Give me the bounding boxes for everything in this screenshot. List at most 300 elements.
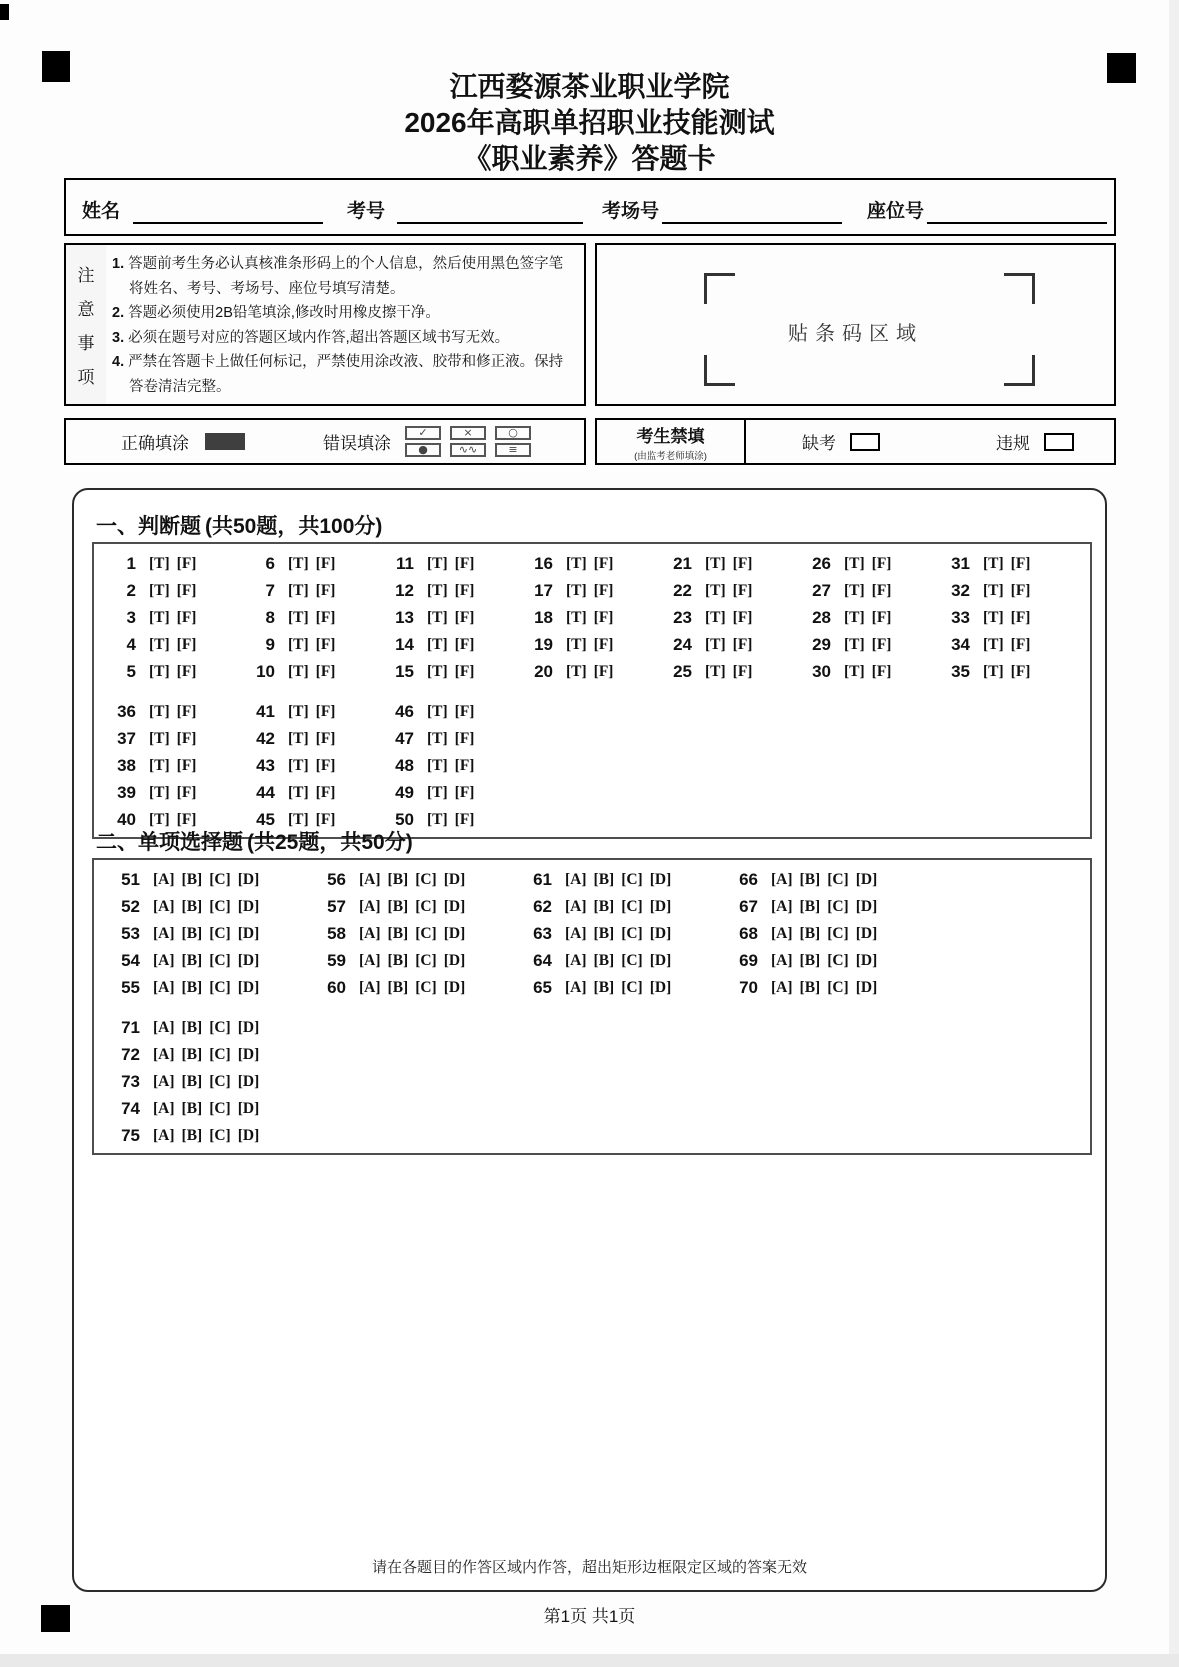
option-bubble-D[interactable]: [D] (443, 924, 466, 942)
option-bubble-A[interactable]: [A] (771, 870, 793, 888)
question-number: 4 (126, 634, 136, 654)
option-bubble-A[interactable]: [A] (359, 951, 381, 969)
option-bubble-B[interactable]: [B] (181, 924, 203, 942)
option-bubble-B[interactable]: [B] (181, 1126, 203, 1144)
option-group (149, 636, 203, 654)
option-bubble-T[interactable]: [T] (149, 608, 170, 626)
option-bubble-T[interactable]: [T] (566, 581, 587, 599)
option-bubble-C[interactable]: [C] (415, 978, 437, 996)
option-bubble-B[interactable]: [B] (387, 951, 409, 969)
option-bubble-A[interactable]: [A] (153, 870, 175, 888)
option-bubble-A[interactable]: [A] (153, 1072, 175, 1090)
option-bubble-C[interactable]: [C] (621, 924, 643, 942)
option-group (288, 555, 342, 573)
option-group (427, 730, 481, 748)
question-item (658, 577, 797, 604)
option-bubble-T[interactable]: [T] (705, 581, 726, 599)
option-bubble-F[interactable]: [F] (871, 554, 892, 572)
notice-box (64, 243, 586, 406)
option-bubble-A[interactable]: [A] (771, 924, 793, 942)
option-bubble-D[interactable]: [D] (855, 870, 878, 888)
option-bubble-B[interactable]: [B] (593, 897, 615, 915)
question-number: 74 (121, 1098, 140, 1118)
option-bubble-C[interactable]: [C] (827, 924, 849, 942)
option-bubble-T[interactable]: [T] (288, 702, 309, 720)
option-bubble-F[interactable]: [F] (315, 783, 336, 801)
notice-item-number: 4. (112, 354, 125, 370)
option-bubble-B[interactable]: [B] (593, 924, 615, 942)
question-item (380, 752, 519, 779)
option-bubble-T[interactable]: [T] (427, 810, 448, 828)
question-number: 40 (117, 809, 136, 829)
question-number: 44 (256, 782, 275, 802)
option-bubble-C[interactable]: [C] (827, 951, 849, 969)
option-bubble-D[interactable]: [D] (855, 951, 878, 969)
option-bubble-A[interactable]: [A] (771, 897, 793, 915)
school-title: 江西婺源茶业职业学院 (449, 71, 730, 102)
option-bubble-B[interactable]: [B] (387, 870, 409, 888)
option-bubble-D[interactable]: [D] (237, 1099, 260, 1117)
option-bubble-F[interactable]: [F] (871, 608, 892, 626)
option-bubble-D[interactable]: [D] (237, 1072, 260, 1090)
wrong-fill-label: 错误填涂 (323, 434, 391, 453)
option-bubble-D[interactable]: [D] (855, 924, 878, 942)
question-number: 23 (673, 607, 692, 627)
option-group (427, 636, 481, 654)
option-bubble-T[interactable]: [T] (149, 635, 170, 653)
question-number: 61 (533, 869, 552, 889)
option-bubble-T[interactable]: [T] (149, 729, 170, 747)
question-number: 45 (256, 809, 275, 829)
option-bubble-T[interactable]: [T] (983, 608, 1004, 626)
notice-item-text: 必须在题号对应的答题区域内作答,超出答题区域书写无效。 (128, 329, 510, 346)
option-bubble-T[interactable]: [T] (844, 635, 865, 653)
option-bubble-C[interactable]: [C] (209, 870, 231, 888)
option-group (844, 609, 898, 627)
question-number: 3 (126, 607, 136, 627)
question-item (380, 631, 519, 658)
option-bubble-T[interactable]: [T] (149, 783, 170, 801)
answer-column (936, 550, 1075, 685)
option-bubble-T[interactable]: [T] (427, 702, 448, 720)
option-bubble-T[interactable]: [T] (149, 810, 170, 828)
option-bubble-C[interactable]: [C] (621, 978, 643, 996)
option-bubble-C[interactable]: [C] (621, 951, 643, 969)
option-bubble-F[interactable]: [F] (732, 635, 753, 653)
option-bubble-C[interactable]: [C] (209, 1099, 231, 1117)
option-bubble-F[interactable]: [F] (454, 581, 475, 599)
option-bubble-D[interactable]: [D] (649, 870, 672, 888)
option-group (427, 555, 481, 573)
question-item (936, 658, 1075, 685)
option-bubble-T[interactable]: [T] (149, 702, 170, 720)
option-group (153, 979, 266, 997)
option-bubble-F[interactable]: [F] (732, 581, 753, 599)
option-bubble-F[interactable]: [F] (454, 702, 475, 720)
option-bubble-B[interactable]: [B] (181, 1072, 203, 1090)
option-bubble-D[interactable]: [D] (855, 897, 878, 915)
option-bubble-B[interactable]: [B] (181, 1018, 203, 1036)
option-bubble-F[interactable]: [F] (315, 635, 336, 653)
option-bubble-F[interactable]: [F] (454, 756, 475, 774)
option-bubble-F[interactable]: [F] (315, 608, 336, 626)
option-bubble-F[interactable]: [F] (593, 554, 614, 572)
option-bubble-A[interactable]: [A] (153, 1126, 175, 1144)
option-bubble-T[interactable]: [T] (149, 756, 170, 774)
question-item (519, 658, 658, 685)
option-bubble-T[interactable]: [T] (705, 635, 726, 653)
option-group (149, 730, 203, 748)
option-bubble-F[interactable]: [F] (176, 635, 197, 653)
option-bubble-B[interactable]: [B] (593, 870, 615, 888)
option-bubble-T[interactable]: [T] (705, 662, 726, 680)
option-bubble-B[interactable]: [B] (799, 978, 821, 996)
option-bubble-A[interactable]: [A] (153, 978, 175, 996)
option-bubble-F[interactable]: [F] (176, 608, 197, 626)
option-bubble-F[interactable]: [F] (176, 810, 197, 828)
option-bubble-F[interactable]: [F] (176, 783, 197, 801)
option-bubble-C[interactable]: [C] (621, 870, 643, 888)
option-bubble-C[interactable]: [C] (209, 1045, 231, 1063)
answer-column (797, 550, 936, 685)
option-bubble-D[interactable]: [D] (237, 1045, 260, 1063)
option-group (705, 609, 759, 627)
question-item (514, 920, 720, 947)
question-item (720, 893, 926, 920)
option-bubble-C[interactable]: [C] (209, 951, 231, 969)
answer-area (72, 488, 1107, 1592)
option-bubble-F[interactable]: [F] (454, 810, 475, 828)
option-bubble-T[interactable]: [T] (844, 581, 865, 599)
option-bubble-B[interactable]: [B] (593, 978, 615, 996)
question-number: 31 (951, 553, 970, 573)
option-bubble-C[interactable]: [C] (827, 897, 849, 915)
option-bubble-B[interactable]: [B] (181, 870, 203, 888)
option-bubble-T[interactable]: [T] (427, 783, 448, 801)
option-bubble-T[interactable]: [T] (566, 635, 587, 653)
option-bubble-B[interactable]: [B] (799, 924, 821, 942)
option-bubble-T[interactable]: [T] (149, 554, 170, 572)
option-group (566, 609, 620, 627)
option-bubble-F[interactable]: [F] (315, 756, 336, 774)
option-bubble-A[interactable]: [A] (565, 870, 587, 888)
option-bubble-A[interactable]: [A] (153, 1099, 175, 1117)
notice-list (106, 245, 584, 404)
option-bubble-D[interactable]: [D] (443, 951, 466, 969)
option-bubble-F[interactable]: [F] (176, 554, 197, 572)
option-bubble-T[interactable]: [T] (983, 635, 1004, 653)
question-item (102, 1068, 308, 1095)
option-bubble-B[interactable]: [B] (181, 951, 203, 969)
question-number: 62 (533, 896, 552, 916)
option-bubble-A[interactable]: [A] (153, 1045, 175, 1063)
option-group (153, 1046, 266, 1064)
option-bubble-T[interactable]: [T] (844, 608, 865, 626)
option-bubble-F[interactable]: [F] (593, 581, 614, 599)
option-bubble-T[interactable]: [T] (566, 608, 587, 626)
option-bubble-T[interactable]: [T] (427, 554, 448, 572)
option-bubble-B[interactable]: [B] (387, 924, 409, 942)
option-bubble-T[interactable]: [T] (983, 554, 1004, 572)
absent-checkbox[interactable] (850, 433, 880, 451)
option-bubble-T[interactable]: [T] (427, 581, 448, 599)
option-bubble-F[interactable]: [F] (871, 635, 892, 653)
option-bubble-C[interactable]: [C] (209, 1018, 231, 1036)
option-bubble-D[interactable]: [D] (649, 978, 672, 996)
option-bubble-B[interactable]: [B] (387, 897, 409, 915)
question-item (308, 974, 514, 1001)
seat-number-field[interactable] (927, 222, 1107, 224)
option-group (566, 582, 620, 600)
option-bubble-B[interactable]: [B] (799, 870, 821, 888)
question-item (797, 604, 936, 631)
option-bubble-F[interactable]: [F] (315, 581, 336, 599)
question-number: 21 (673, 553, 692, 573)
option-bubble-F[interactable]: [F] (1010, 581, 1031, 599)
option-bubble-F[interactable]: [F] (732, 554, 753, 572)
option-bubble-C[interactable]: [C] (415, 924, 437, 942)
question-item (241, 577, 380, 604)
question-item (241, 698, 380, 725)
option-bubble-D[interactable]: [D] (237, 1018, 260, 1036)
option-bubble-T[interactable]: [T] (288, 581, 309, 599)
option-bubble-F[interactable]: [F] (176, 729, 197, 747)
option-bubble-A[interactable]: [A] (565, 951, 587, 969)
option-group (427, 784, 481, 802)
option-bubble-T[interactable]: [T] (566, 554, 587, 572)
answer-column (519, 550, 658, 685)
option-bubble-D[interactable]: [D] (443, 897, 466, 915)
option-bubble-A[interactable]: [A] (771, 978, 793, 996)
option-bubble-F[interactable]: [F] (732, 608, 753, 626)
option-bubble-T[interactable]: [T] (288, 729, 309, 747)
option-bubble-D[interactable]: [D] (237, 1126, 260, 1144)
notice-item-number: 3. (112, 329, 125, 346)
question-item (519, 631, 658, 658)
option-bubble-F[interactable]: [F] (315, 662, 336, 680)
option-bubble-F[interactable]: [F] (176, 662, 197, 680)
question-number: 2 (126, 580, 136, 600)
option-bubble-T[interactable]: [T] (705, 608, 726, 626)
option-bubble-F[interactable]: [F] (454, 635, 475, 653)
option-bubble-C[interactable]: [C] (209, 897, 231, 915)
question-number: 12 (395, 580, 414, 600)
option-bubble-D[interactable]: [D] (237, 978, 260, 996)
barcode-corner-bracket (704, 273, 735, 304)
option-bubble-D[interactable]: [D] (443, 978, 466, 996)
question-number: 69 (739, 950, 758, 970)
option-bubble-T[interactable]: [T] (288, 608, 309, 626)
option-bubble-D[interactable]: [D] (649, 924, 672, 942)
option-bubble-F[interactable]: [F] (454, 783, 475, 801)
violation-checkbox[interactable] (1044, 433, 1074, 451)
barcode-area (595, 243, 1116, 406)
question-number: 15 (395, 661, 414, 681)
option-bubble-B[interactable]: [B] (181, 897, 203, 915)
option-bubble-T[interactable]: [T] (288, 756, 309, 774)
option-bubble-T[interactable]: [T] (288, 662, 309, 680)
option-group (771, 979, 884, 997)
option-bubble-F[interactable]: [F] (176, 702, 197, 720)
option-bubble-D[interactable]: [D] (237, 897, 260, 915)
option-bubble-T[interactable]: [T] (427, 608, 448, 626)
option-bubble-T[interactable]: [T] (288, 554, 309, 572)
option-bubble-T[interactable]: [T] (149, 581, 170, 599)
option-bubble-D[interactable]: [D] (237, 870, 260, 888)
option-group (149, 663, 203, 681)
option-bubble-F[interactable]: [F] (454, 554, 475, 572)
wrong-circle-mark-icon: ○ (495, 426, 531, 440)
barcode-corner-bracket (1004, 273, 1035, 304)
wrong-scribble-mark-icon: ∿∿ (450, 443, 486, 457)
question-item (102, 1041, 308, 1068)
option-bubble-A[interactable]: [A] (565, 924, 587, 942)
name-field[interactable] (133, 222, 323, 224)
option-group (771, 925, 884, 943)
option-bubble-T[interactable]: [T] (149, 662, 170, 680)
option-bubble-T[interactable]: [T] (288, 783, 309, 801)
option-bubble-D[interactable]: [D] (649, 897, 672, 915)
option-bubble-B[interactable]: [B] (387, 978, 409, 996)
option-bubble-F[interactable]: [F] (454, 729, 475, 747)
option-bubble-D[interactable]: [D] (855, 978, 878, 996)
option-bubble-B[interactable]: [B] (593, 951, 615, 969)
option-bubble-D[interactable]: [D] (237, 951, 260, 969)
option-bubble-F[interactable]: [F] (1010, 662, 1031, 680)
option-bubble-A[interactable]: [A] (359, 978, 381, 996)
option-bubble-A[interactable]: [A] (153, 951, 175, 969)
option-bubble-F[interactable]: [F] (454, 662, 475, 680)
option-bubble-C[interactable]: [C] (827, 870, 849, 888)
option-bubble-A[interactable]: [A] (359, 870, 381, 888)
option-bubble-F[interactable]: [F] (176, 581, 197, 599)
notice-item-text: 答题前考生务必认真核准条形码上的个人信息，然后使用黑色签字笔将姓名、考号、考场号、座位号填写清楚。 (128, 256, 564, 297)
option-bubble-A[interactable]: [A] (771, 951, 793, 969)
option-bubble-F[interactable]: [F] (315, 729, 336, 747)
option-bubble-B[interactable]: [B] (799, 951, 821, 969)
option-bubble-C[interactable]: [C] (209, 978, 231, 996)
option-bubble-A[interactable]: [A] (359, 897, 381, 915)
option-bubble-T[interactable]: [T] (288, 635, 309, 653)
option-group (149, 703, 203, 721)
option-bubble-T[interactable]: [T] (288, 810, 309, 828)
option-bubble-C[interactable]: [C] (415, 951, 437, 969)
option-bubble-F[interactable]: [F] (1010, 554, 1031, 572)
question-number: 24 (673, 634, 692, 654)
option-group (771, 898, 884, 916)
absent-label: 缺考 (802, 434, 836, 453)
fill-example-bar (64, 418, 586, 465)
option-bubble-D[interactable]: [D] (649, 951, 672, 969)
option-bubble-F[interactable]: [F] (732, 662, 753, 680)
question-number: 54 (121, 950, 140, 970)
question-item (797, 550, 936, 577)
option-group (153, 1100, 266, 1118)
option-bubble-T[interactable]: [T] (844, 662, 865, 680)
option-bubble-C[interactable]: [C] (827, 978, 849, 996)
question-item (519, 550, 658, 577)
option-bubble-C[interactable]: [C] (415, 897, 437, 915)
option-bubble-T[interactable]: [T] (427, 662, 448, 680)
room-number-field[interactable] (662, 222, 842, 224)
option-bubble-F[interactable]: [F] (593, 608, 614, 626)
option-bubble-F[interactable]: [F] (871, 662, 892, 680)
option-group (359, 898, 472, 916)
option-bubble-B[interactable]: [B] (181, 978, 203, 996)
notice-side-label (66, 245, 106, 404)
answer-column (102, 550, 241, 685)
option-bubble-B[interactable]: [B] (181, 1099, 203, 1117)
option-bubble-T[interactable]: [T] (983, 662, 1004, 680)
question-number: 33 (951, 607, 970, 627)
question-item (514, 974, 720, 1001)
option-bubble-A[interactable]: [A] (153, 924, 175, 942)
option-bubble-A[interactable]: [A] (565, 897, 587, 915)
option-bubble-T[interactable]: [T] (427, 635, 448, 653)
option-bubble-C[interactable]: [C] (209, 1126, 231, 1144)
question-item (241, 631, 380, 658)
option-bubble-C[interactable]: [C] (209, 924, 231, 942)
option-bubble-F[interactable]: [F] (315, 554, 336, 572)
option-bubble-B[interactable]: [B] (181, 1045, 203, 1063)
seat-number-label: 座位号 (867, 201, 925, 222)
option-bubble-T[interactable]: [T] (844, 554, 865, 572)
answer-column (380, 698, 519, 833)
notice-item-number: 1. (112, 256, 125, 272)
option-bubble-F[interactable]: [F] (315, 810, 336, 828)
option-bubble-C[interactable]: [C] (209, 1072, 231, 1090)
option-group (149, 555, 203, 573)
option-bubble-F[interactable]: [F] (176, 756, 197, 774)
question-item (102, 1095, 308, 1122)
question-number: 35 (951, 661, 970, 681)
option-bubble-D[interactable]: [D] (237, 924, 260, 942)
question-item (102, 974, 308, 1001)
option-bubble-T[interactable]: [T] (427, 756, 448, 774)
option-bubble-F[interactable]: [F] (315, 702, 336, 720)
option-bubble-C[interactable]: [C] (621, 897, 643, 915)
question-number: 56 (327, 869, 346, 889)
wrong-check-mark-icon: ✓ (405, 426, 441, 440)
option-bubble-A[interactable]: [A] (359, 924, 381, 942)
option-bubble-F[interactable]: [F] (1010, 635, 1031, 653)
section-1-answer-box (92, 542, 1092, 839)
question-number: 72 (121, 1044, 140, 1064)
option-bubble-A[interactable]: [A] (565, 978, 587, 996)
option-bubble-F[interactable]: [F] (1010, 608, 1031, 626)
option-bubble-T[interactable]: [T] (566, 662, 587, 680)
option-bubble-A[interactable]: [A] (153, 1018, 175, 1036)
name-label: 姓名 (82, 201, 121, 222)
exam-number-field[interactable] (397, 222, 583, 224)
option-bubble-T[interactable]: [T] (983, 581, 1004, 599)
question-item (936, 577, 1075, 604)
option-bubble-F[interactable]: [F] (593, 635, 614, 653)
option-bubble-B[interactable]: [B] (799, 897, 821, 915)
option-bubble-F[interactable]: [F] (593, 662, 614, 680)
option-group (427, 582, 481, 600)
option-bubble-T[interactable]: [T] (705, 554, 726, 572)
question-number: 11 (396, 553, 414, 573)
option-bubble-A[interactable]: [A] (153, 897, 175, 915)
option-bubble-T[interactable]: [T] (427, 729, 448, 747)
question-item (241, 752, 380, 779)
option-bubble-F[interactable]: [F] (871, 581, 892, 599)
option-bubble-D[interactable]: [D] (443, 870, 466, 888)
option-group (153, 1127, 266, 1145)
option-bubble-C[interactable]: [C] (415, 870, 437, 888)
option-bubble-F[interactable]: [F] (454, 608, 475, 626)
